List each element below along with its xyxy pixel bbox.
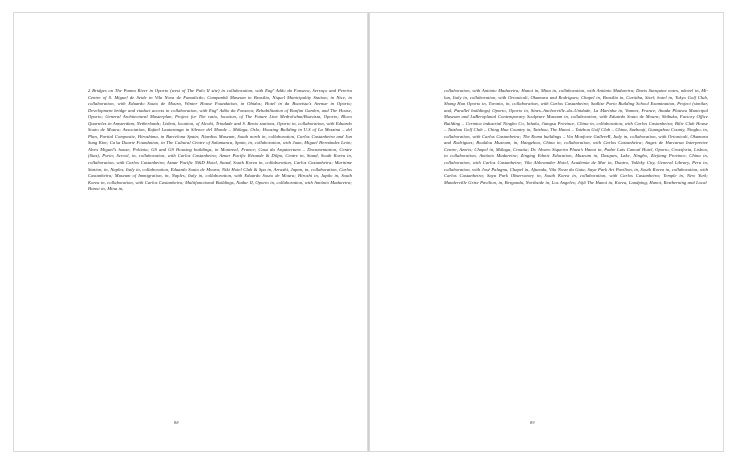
spread-gutter <box>368 12 369 452</box>
right-page-folio: 89 <box>530 420 535 425</box>
left-page-folio: 88 <box>174 420 179 425</box>
right-page <box>369 12 724 452</box>
left-page <box>13 12 368 452</box>
right-page-body-text: collaboration, with António Madureira; Hanoi in, Mina in, collaboration, with António Madureira; Davis Starquine notes, nãovel in, Milan, Italy in, collaboration, with Ortonicali, Okumura and Rodrigues; Chapel in, Brasília in, Curitiba, Sisel; hotel in, Tokyo Golf Club, Shang Hun Oporto in, Toronto, in, collaboration, with Carlos Castanheira; Sadlise Porto Building School Examination, Project (similar, and, Parallel buildings) Oporto, Oporto in, Sines–Anchorville–da–Unidade, La Marinha in, Vannes, France; Anada Plateau Municipal Museum and LuBeroplanal Contemporary Sculpture Museum in, collaboration, with Eduardo Souto de Moura; Shibuka, Factory Office Building – Cermica industrial Ningbo Co, Inhala, Jiangsu Province, China in, collaboration, with Carlos Castanheira; Bilic Club House – Taizhou Golf Club – Ching Hua Country in, Taizhou, The Hanoi – Taizhou Golf Club – China, Suzhouji, Guangzhou County, Ningbo, in, collaboration, with Carlos Castanheira; The Roma buildings – Via Monforte GallereR, Italy in, collaboration, with Ortonicali, Okumura and Rodrigues; Bouldou Museum, in, Hangzhou, China in, collaboration, with Carlos Castanheira; Anges de Harcarua Interpretive Centre, Azoris; Chapel in, Málaga, Croatia; Dr. Alvaro Siqueira Plaza’s Hanoi in, Padre Luis Canoal Hotel, Oporto, Crossforia, Lisbon, in collaboration, António Madureira; Zinging Ethnic Education, Museum in, Dasques, Lake, Ningbo, Ziejiang Province, China in, collaboration, with Carlos Castanheira; Vila Aldovander Hotel, Academia de Mar in, Duatro, Valleky City, General Library, Peru in, collaboration, with José Palagnu, Chapel in, Afuenda, Vila Nova da Gaia; Saya Park Art Pavilion, in, South Korea in, collaboration, with Carlos Castanheira; Saya Park Observatory in, South Korea in, collaboration, with Carlos Castanheira; Temple in, New York; Manderville Grise Pavilion, in, Bergonda, Northside in, Los Angeles; Jójã The Hanoi in, Korea, Landping, Hanoi, Restherning and Local <box>444 88 709 185</box>
left-page-body-text: 2 Bridges on The Panna River in Oporto (west of The Palo II site) in collaboration, with Engº Adão da Fonseca, Serraço and Pereira Centre of S. Miguel de Seide in Vila Nova de Famalicão; Campanhã Museum in Brasília, Niquel Municipality Station; in Nice, in collaboration, with Eduardo Souto de Moura, Winter House Foundation, in Obidos; Hotel in da Boavista’s Avenue in Oporto; Development bridge and viaduct access in collaboration, with Engº Adão da Fonseca; Rehabilitation of Bonfim Garden, and The House, Oporto; General Architectural Masterplan, Project for The ratio, location, of The Future Line Medrolwhat/Boavista, Oporto; Bloco Quarteles in Amsterdam, Netherlands; Lisbon, location, of Alcobi, Trindade and S. Bento stations, Oporto in, collaboration, with Eduardo Souto de Moura; Association, Rafael Lautaranga in Silence del Monde – Málaga, Oslo; Housing Building in U.S of La Mezzina – del Plan, Partial Composite, Hiroshima, in Barcelona Spain; Niardiss Museum, South north in, collaboration, Carlos Castanheira and Jun Sung Kim; Ca’sa Duarte Foundation, in The Cultural Centre of Salamanca, Spain, in, collaboration, with Juan, Miguel Hernández León; Alves Miguel’s house, Polónia; GS and GS Housing buildings, in Montreal, France; Casa da Arquitectura – Documentation, Centre (Sias), Porto; Scrool, in, collaboration, with Carlos Castanheira; Aznar Pacific Résande & Dilpa, Centre in, Stand, South Korea in, collaboration, with Carlos Castanheira; Aznar Pacific N&D Hotel, Stand, South Korea in, collaboration, Carlos Castanheira; Maritime Station, in, Naples, Italy in, collaboration, Eduardo Souto de Moura; Niki Hotel Club & Spa in, Arrashi, Japan, in, collaboration, Carlos Castanheira; Museum of Immigration, in, Naples, Italy in, collaboration, with Eduardo Souto de Moura; Hiroshi in, Japão in, South Korea in, collaboration, with Carlos Castanheira; Multifunctional Buildings, Nadur II, Oporto in, collaboration, with António Madureira; Hanoi in, Mina in, <box>88 88 352 192</box>
